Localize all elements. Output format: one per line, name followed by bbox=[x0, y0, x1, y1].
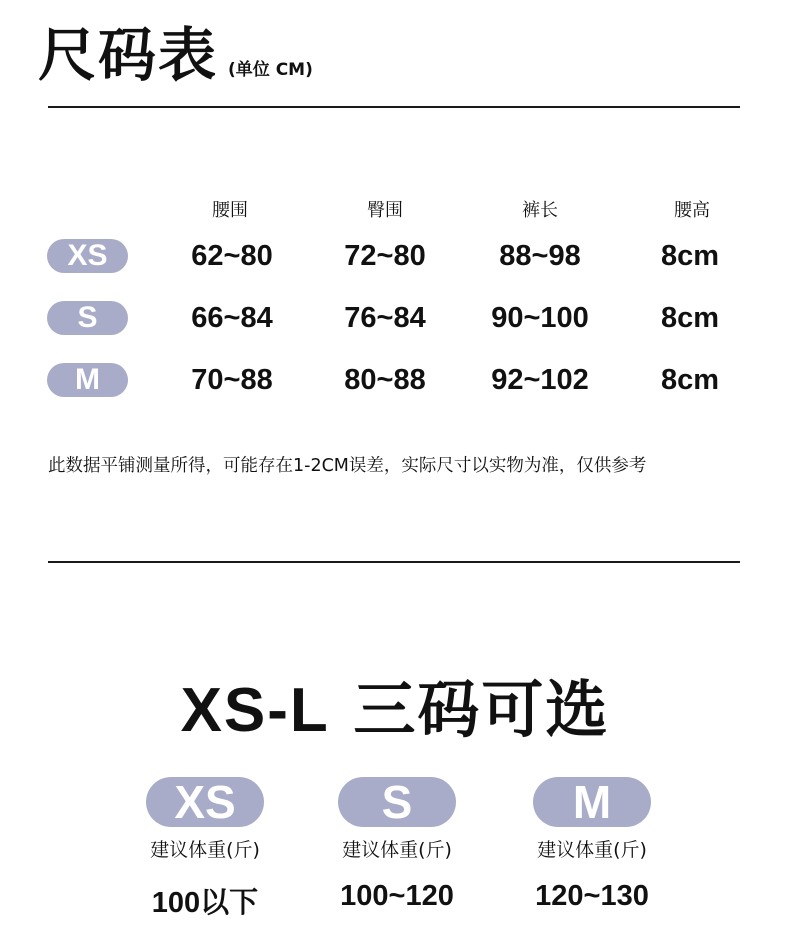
table-cell: 70~88 bbox=[191, 364, 273, 396]
table-cell: 66~84 bbox=[191, 302, 273, 334]
weight-value-text: 120~130 bbox=[535, 880, 649, 912]
sizes-heading-range: XS-L bbox=[180, 676, 330, 745]
sizes-heading bbox=[0, 660, 790, 749]
unit-label: (单位 CM) bbox=[228, 60, 313, 80]
sizes-heading-text: 三码可选 bbox=[353, 673, 610, 746]
size-badge: M bbox=[533, 777, 651, 827]
column-header-waist: 腰围 bbox=[212, 200, 248, 221]
size-badge: S bbox=[338, 777, 456, 827]
table-cell: 80~88 bbox=[344, 364, 426, 396]
weight-value bbox=[492, 880, 692, 913]
size-badge: S bbox=[47, 301, 128, 335]
size-badge: M bbox=[47, 363, 128, 397]
table-cell: 62~80 bbox=[191, 240, 273, 272]
table-cell: 8cm bbox=[660, 302, 720, 334]
table-row bbox=[0, 298, 790, 338]
column-header-length: 裤长 bbox=[522, 200, 558, 221]
column-header-rise: 腰高 bbox=[674, 200, 710, 221]
bottom-divider bbox=[48, 561, 740, 563]
page-title: 尺码表 bbox=[38, 21, 219, 89]
size-card-xs bbox=[105, 777, 305, 921]
top-divider bbox=[48, 106, 740, 108]
page-header bbox=[38, 8, 313, 92]
table-cell: 8cm bbox=[660, 240, 720, 272]
size-card-m bbox=[492, 777, 692, 913]
column-header-hip: 臀围 bbox=[367, 200, 403, 221]
weight-value bbox=[105, 880, 305, 921]
weight-label: 建议体重(斤) bbox=[150, 839, 260, 861]
weight-value-text: 100~120 bbox=[340, 880, 454, 912]
weight-value-text: 100以下 bbox=[151, 887, 259, 919]
weight-label: 建议体重(斤) bbox=[342, 839, 452, 861]
size-badge: XS bbox=[146, 777, 264, 827]
size-badge: XS bbox=[47, 239, 128, 273]
table-cell: 90~100 bbox=[491, 302, 589, 334]
table-cell: 76~84 bbox=[344, 302, 426, 334]
weight-label: 建议体重(斤) bbox=[537, 839, 647, 861]
table-row bbox=[0, 360, 790, 400]
table-cell: 72~80 bbox=[344, 240, 426, 272]
table-cell: 92~102 bbox=[491, 364, 589, 396]
weight-value bbox=[297, 880, 497, 913]
table-row bbox=[0, 236, 790, 276]
measurement-note: 此数据平铺测量所得，可能存在1-2CM误差，实际尺寸以实物为准，仅供参考 bbox=[48, 456, 647, 476]
table-cell: 8cm bbox=[660, 364, 720, 396]
size-card-s bbox=[297, 777, 497, 913]
table-cell: 88~98 bbox=[499, 240, 581, 272]
